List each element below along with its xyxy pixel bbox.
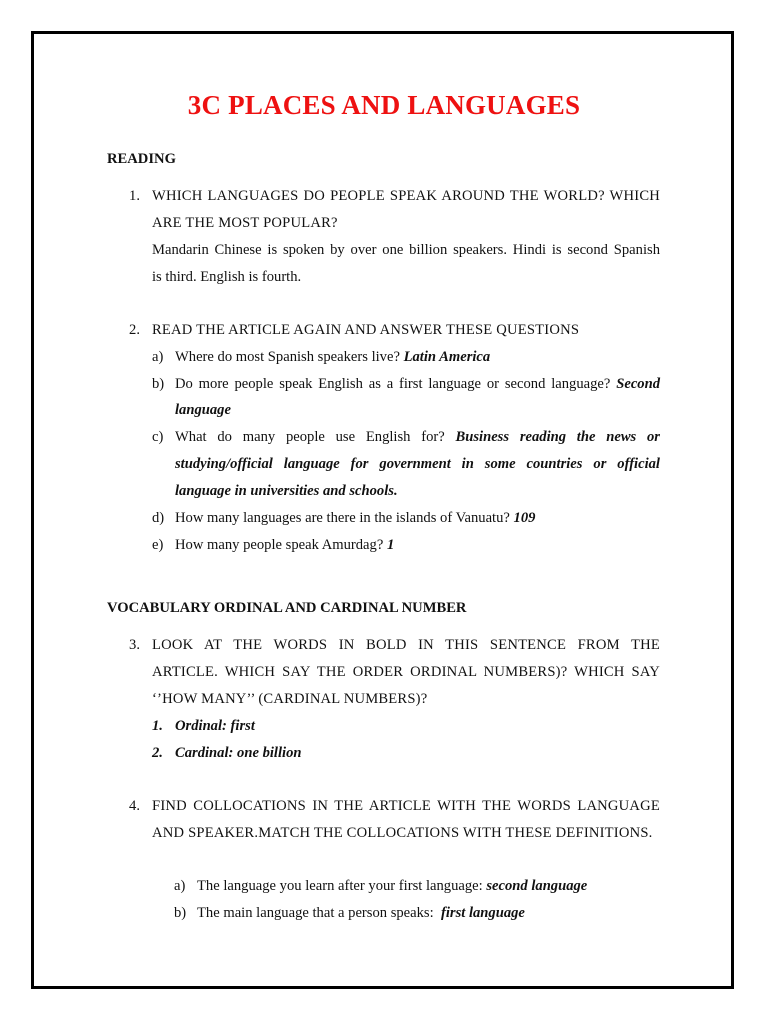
q4-item-a-question: The language you learn after your first language: — [197, 878, 483, 894]
q2-item-c-answer-2: studying/official language for government in some countries or official — [175, 456, 660, 472]
q2-text: READ THE ARTICLE AGAIN AND ANSWER THESE QUESTIONS — [152, 322, 580, 338]
q2-item-b-question: Do more people speak English as a first language or second language? — [175, 376, 611, 392]
q3-line2: ARTICLE. WHICH SAY THE ORDER ORDINAL NUMBERS)? WHICH SAY — [152, 664, 660, 680]
q4-item-b — [197, 900, 525, 927]
q3-answer-1: Ordinal: first — [175, 718, 255, 734]
q1-answer-line2: is third. English is fourth. — [152, 269, 302, 285]
q2-item-c-letter: c) — [152, 429, 164, 445]
vocabulary-heading: VOCABULARY ORDINAL AND CARDINAL NUMBER — [107, 600, 467, 616]
q3-answer-1-number: 1. — [152, 718, 163, 734]
q2-item-b-answer-1: Second — [616, 376, 660, 392]
q4-item-a-letter: a) — [174, 878, 186, 894]
q2-item-a-letter: a) — [152, 349, 164, 365]
q4-item-a — [197, 873, 587, 900]
q4-line1: FIND COLLOCATIONS IN THE ARTICLE WITH THE WORDS LANGUAGE — [152, 798, 660, 814]
q2-item-c-answer-3: language in universities and schools. — [175, 483, 398, 499]
q4-item-b-question: The main language that a person speaks: — [197, 905, 434, 921]
q2-item-d — [175, 505, 535, 532]
q2-item-b-line1 — [175, 371, 660, 398]
q2-item-e-answer: 1 — [386, 537, 395, 553]
q1-number: 1. — [129, 188, 140, 204]
q2-number: 2. — [129, 322, 140, 338]
q2-item-c-question: What do many people use English for? — [175, 429, 445, 445]
q2-item-b-letter: b) — [152, 376, 165, 392]
q2-item-a-answer: Latin America — [403, 349, 491, 365]
q4-number: 4. — [129, 798, 140, 814]
q2-item-b-answer-2: language — [175, 402, 231, 418]
q4-item-b-letter: b) — [174, 905, 187, 921]
q2-item-d-answer: 109 — [513, 510, 536, 526]
q2-item-e-letter: e) — [152, 537, 164, 553]
document-title: 3C PLACES AND LANGUAGES — [187, 90, 581, 120]
q1-line1: WHICH LANGUAGES DO PEOPLE SPEAK AROUND THE WORLD? WHICH — [152, 188, 660, 204]
q3-line1: LOOK AT THE WORDS IN BOLD IN THIS SENTENCE FROM THE — [152, 637, 660, 653]
q3-answer-2: Cardinal: one billion — [175, 745, 302, 761]
q3-number: 3. — [129, 637, 140, 653]
q2-item-e — [175, 532, 394, 559]
q3-answer-2-number: 2. — [152, 745, 163, 761]
q2-item-d-question: How many languages are there in the islands of Vanuatu? — [175, 510, 510, 526]
q4-item-a-answer: second language — [486, 878, 588, 894]
q1-answer-line1: Mandarin Chinese is spoken by over one billion speakers. Hindi is second Spanish — [152, 242, 660, 258]
q2-item-a-question: Where do most Spanish speakers live? — [175, 349, 400, 365]
q2-item-c-line1 — [175, 424, 660, 451]
q1-line2: ARE THE MOST POPULAR? — [152, 215, 338, 231]
q2-item-d-letter: d) — [152, 510, 165, 526]
q3-line3: ‘’HOW MANY’’ (CARDINAL NUMBERS)? — [152, 691, 428, 707]
q2-item-c-answer-1: Business reading the news or — [455, 429, 660, 445]
reading-heading: READING — [107, 151, 176, 167]
q4-item-b-answer: first language — [440, 905, 525, 921]
q4-line2: AND SPEAKER.MATCH THE COLLOCATIONS WITH THESE DEFINITIONS. — [152, 825, 653, 841]
q2-item-e-question: How many people speak Amurdag? — [175, 537, 384, 553]
q2-item-a — [175, 344, 490, 371]
